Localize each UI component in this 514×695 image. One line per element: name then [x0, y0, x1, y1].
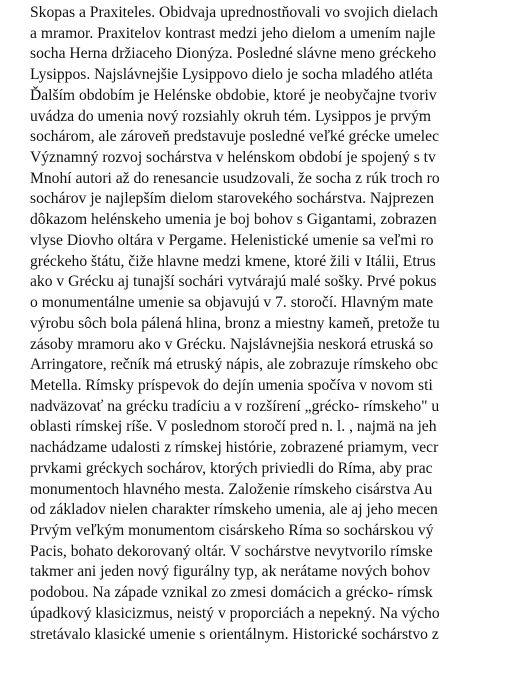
- text-line: socha Herna držiaceho Dionýza. Posledné slávne meno gréckeho: [30, 45, 437, 63]
- text-line: nachádzame udalosti z rímskej histórie, zobrazené priamym, vecr: [30, 439, 439, 457]
- text-line: stretávalo klasické umenie s orientálnym. Historické sochárstvo z: [30, 625, 439, 643]
- text-line: dôkazom helénskeho umenia je boj bohov s Gigantami, zobrazen: [30, 211, 437, 229]
- text-line: prvkami gréckych sochárov, ktorých priviedli do Ríma, aby prac: [30, 459, 433, 477]
- text-line: Pacis, bohato dekorovaný oltár. V sochárstve nevytvorilo rímske: [30, 542, 433, 560]
- text-line: Mnohí autori až do renesancie usudzovali, že socha z rúk troch ro: [30, 169, 440, 187]
- text-line: podobou. Na západe vznikal zo zmesi domácich a grécko- rímsk: [30, 584, 433, 602]
- text-line: nadväzovať na grécku tradíciu a v rozšírení „grécko- rímskeho" u: [30, 397, 440, 415]
- text-line: oblasti rímskej ríše. V poslednom storočí pred n. l. , najmä na jeh: [30, 418, 437, 436]
- text-line: sochárom, ale zároveň predstavuje posledné veľké grécke umelec: [30, 128, 439, 146]
- text-line: o monumentálne umenie sa objavujú v 7. storočí. Hlavným mate: [30, 294, 434, 312]
- text-line: Prvým veľkým monumentom cisárskeho Ríma so sochárskou vý: [30, 521, 434, 539]
- text-line: Metella. Rímsky príspevok do dejín umenia spočíva v novom sti: [30, 376, 433, 394]
- paragraph: [30, 3, 514, 645]
- text-line: úpadkový klasicizmus, neistý v proporciách a nepekný. Na výcho: [30, 604, 440, 622]
- text-line: od základov nielen charakter rímskeho umenia, ale aj jeho mecen: [30, 501, 438, 519]
- text-line: Arringatore, rečník má etruský nápis, ale zobrazuje rímskeho obc: [30, 356, 438, 374]
- text-line: zásoby mramoru ako v Grécku. Najslávnejšia neskorá etruská so: [30, 335, 434, 353]
- text-line: uvádza do umenia nový rozsiahly okruh tém. Lysippos je prvým: [30, 107, 432, 125]
- text-line: a mramor. Praxitelov kontrast medzi jeho dielom a umením najle: [30, 24, 436, 42]
- text-line: sochárov je najlepším dielom starovekého sochárstva. Najprezen: [30, 190, 434, 208]
- text-line: Ďalším obdobím je Helénske obdobie, ktoré je neobyčajne tvoriv: [30, 86, 437, 104]
- text-line: gréckeho štátu, čiže hlavne medzi kmene, ktoré žili v Itálii, Etrus: [30, 252, 436, 270]
- text-line: vlyse Diovho oltára v Pergame. Helenistické umenie sa veľmi ro: [30, 231, 434, 249]
- text-line: Skopas a Praxiteles. Obidvaja uprednostňovali vo svojich dielach: [30, 4, 438, 21]
- text-line: ako v Grécku aj tunajší sochári vytvárajú malé sošky. Prvé pokus: [30, 273, 437, 291]
- text-line: Významný rozvoj sochárstva v helénskom období je spojený s tv: [30, 149, 436, 167]
- text-line: monumentoch hlavného mesta. Založenie rímskeho cisárstva Au: [30, 480, 433, 498]
- text-line: Lysippos. Najslávnejšie Lysippovo dielo je socha mladého atléta: [30, 66, 433, 84]
- text-line: takmer ani jeden nový figurálny typ, ak nerátame nových bohov: [30, 563, 431, 581]
- text-line: výrobu sôch bola pálená hlina, bronz a miestny kameň, pretože tu: [30, 314, 440, 332]
